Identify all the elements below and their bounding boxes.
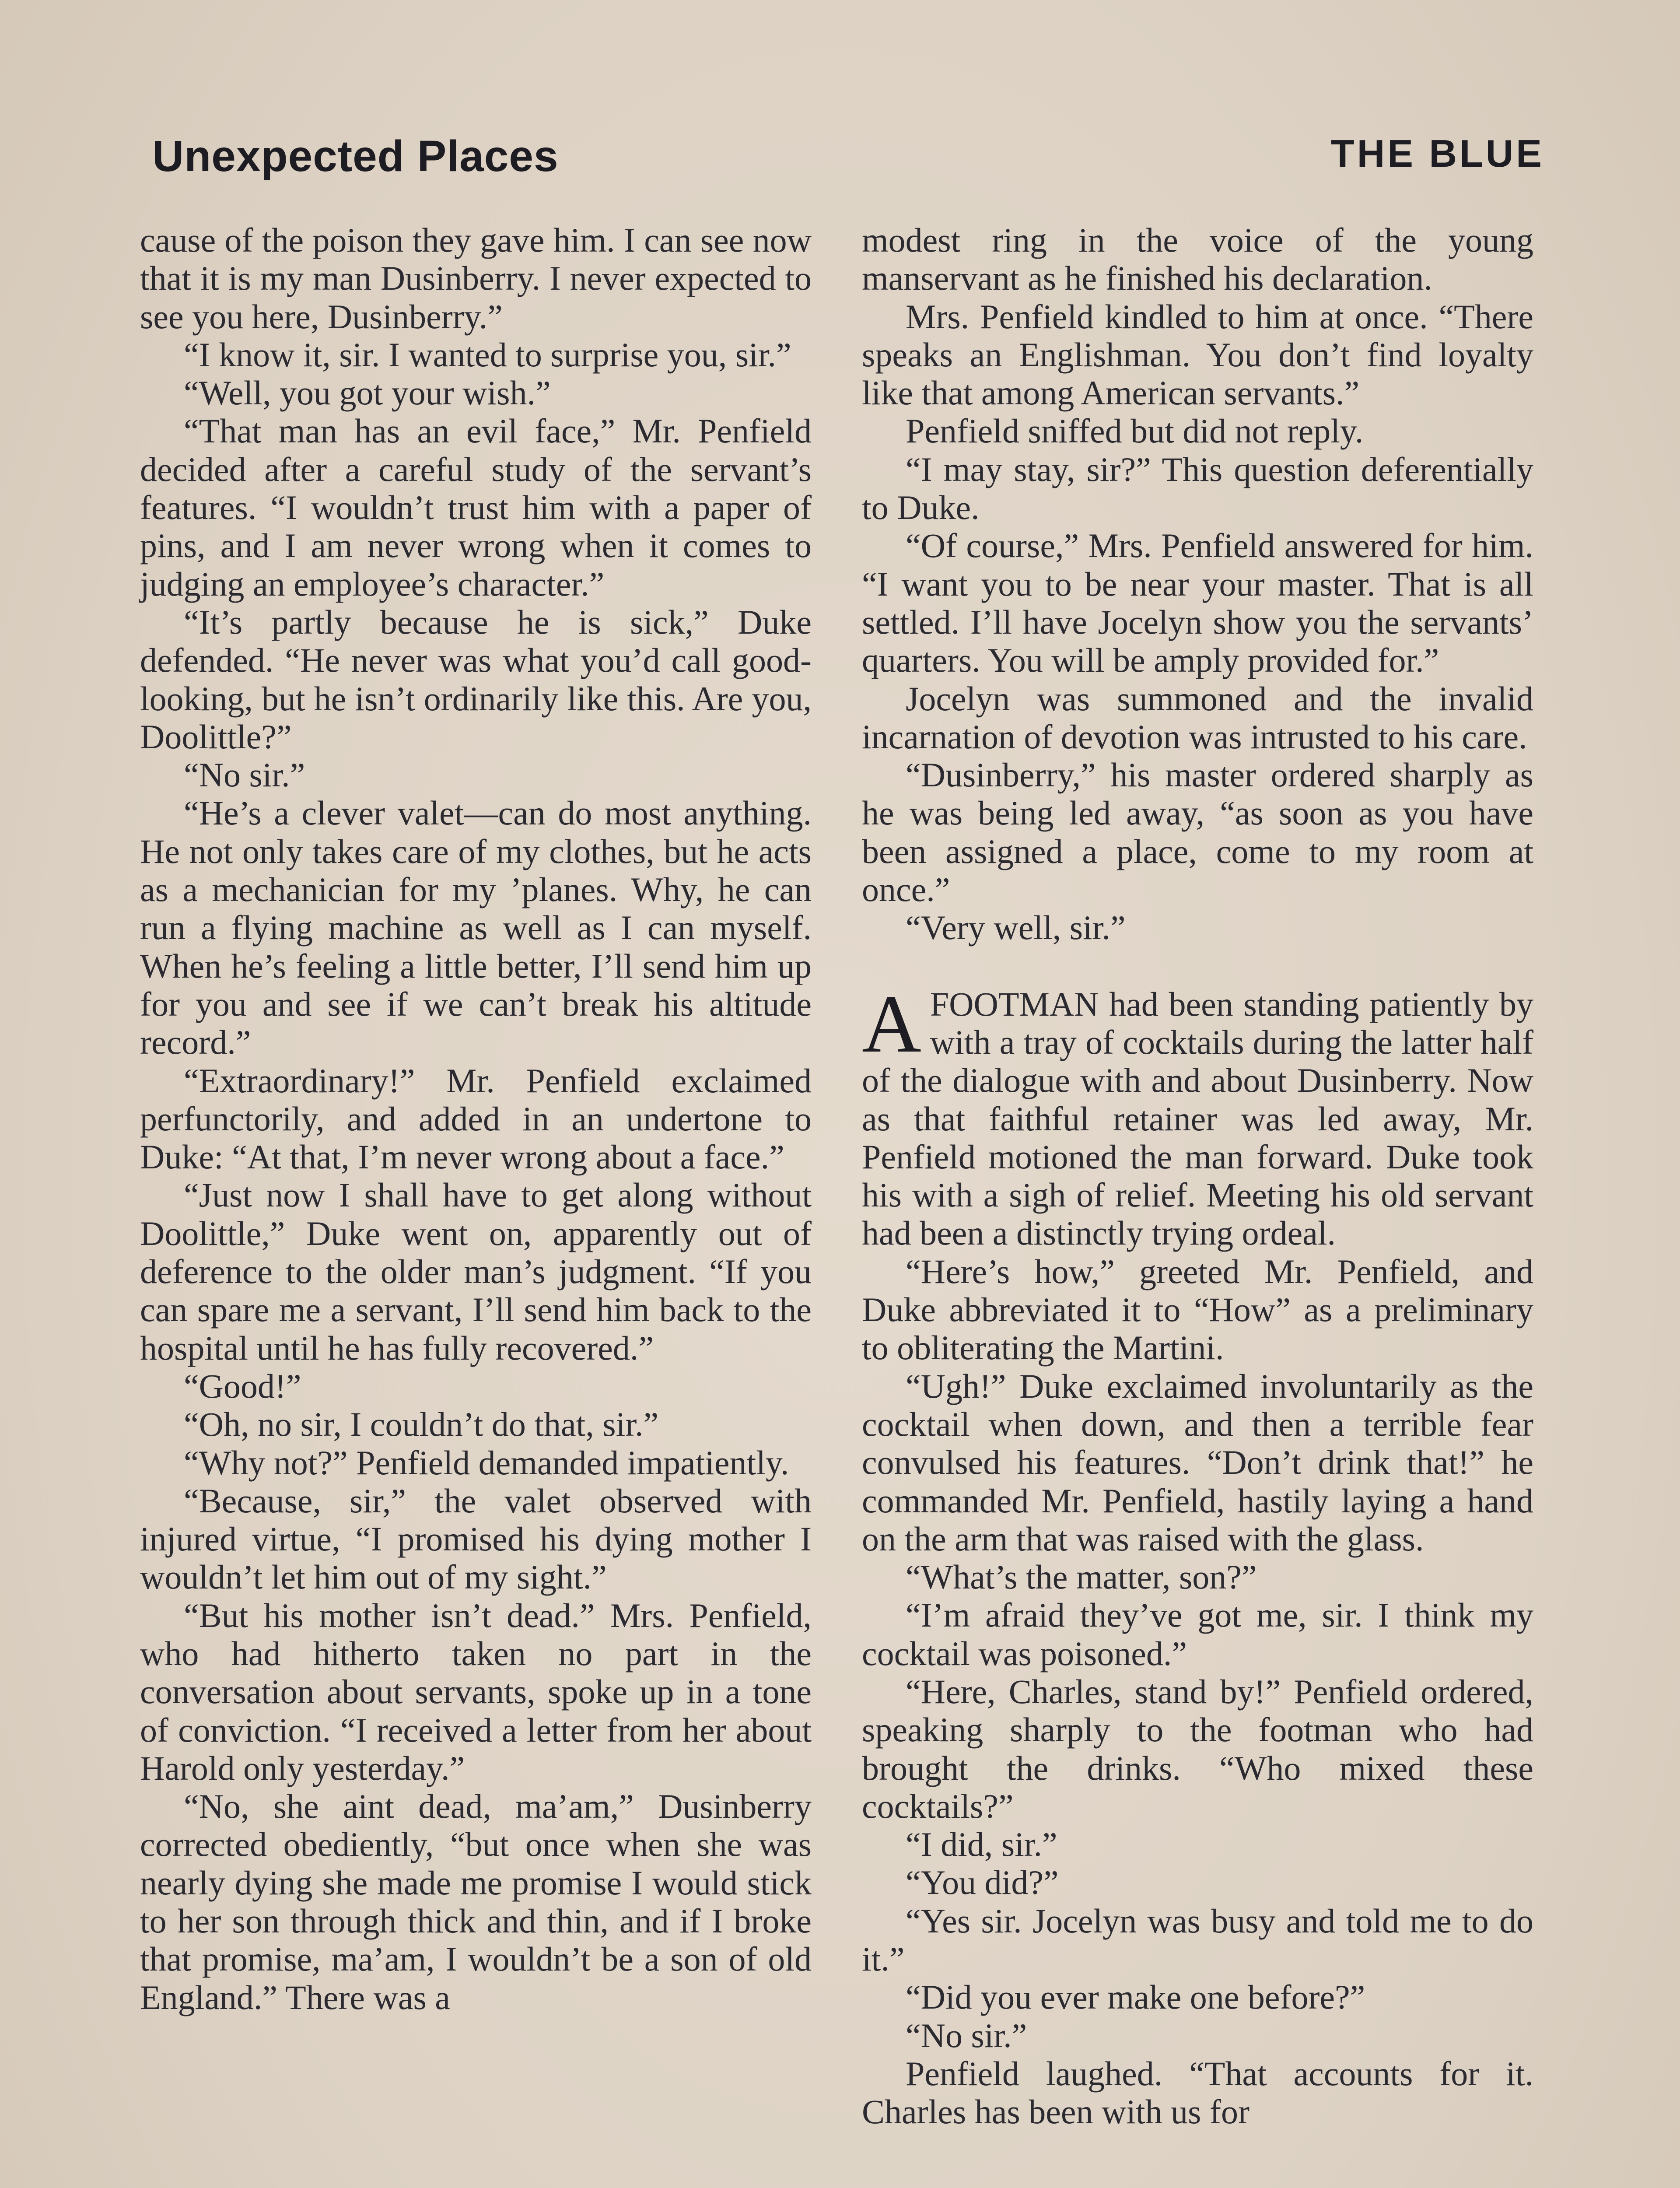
paragraph: “It’s partly because he is sick,” Duke defended. “He never was what you’d call good-looking, but he isn’t ordinarily like this. Are you, Doolittle?” (140, 603, 812, 756)
paragraph: “That man has an evil face,” Mr. Penfield decided after a careful study of the servant’s features. “I wouldn’t trust him with a paper of pins, and I am never wrong when it comes to judging an employee’s character.” (140, 412, 812, 603)
right-text-column (862, 221, 1533, 2188)
section-break (862, 947, 1533, 985)
paragraph: modest ring in the voice of the young manservant as he finished his declaration. (862, 221, 1533, 298)
running-head-title: Unexpected Places (152, 132, 559, 181)
paragraph: “Extraordinary!” Mr. Penfield exclaimed perfunctorily, and added in an undertone to Duke: “At that, I’m never wrong about a face.” (140, 1061, 812, 1176)
paragraph: “Because, sir,” the valet observed with injured virtue, “I promised his dying mother I wouldn’t let him out of my sight.” (140, 1481, 812, 1596)
drop-cap: A (862, 978, 921, 1069)
paragraph: “I may stay, sir?” This question deferentially to Duke. (862, 450, 1533, 527)
paragraph-dropcap (862, 978, 1533, 1252)
paragraph: “What’s the matter, son?” (906, 1558, 1257, 1596)
paragraph: “But his mother isn’t dead.” Mrs. Penfield, who had hitherto taken no part in the conversation about servants, spoke up in a tone of conviction. “I received a letter from her about Harold only yesterday.” (140, 1596, 812, 1787)
paragraph: “I did, sir.” (906, 1825, 1057, 1864)
paragraph: “No, she aint dead, ma’am,” Dusinberry corrected obediently, “but once when she was nearly dying she made me promise I would stick to her son through thick and thin, and if I broke that promise, ma’am, I wouldn’t be a son of old England.” There was a (140, 1787, 812, 2016)
paragraph: “Yes sir. Jocelyn was busy and told me to do it.” (862, 1901, 1533, 1978)
paragraph-text: FOOTMAN had been standing patiently by with a tray of cocktails during the latter half of the dialogue with and about Dusinberry. Now as that faithful retainer was led away, Mr. Penfield motioned the man forward. Duke took his with a sigh of relief. Meeting his old servant had been a distinctly trying ordeal. (862, 985, 1533, 1252)
paragraph: Mrs. Penfield kindled to him at once. “There speaks an Englishman. You don’t find loyalty like that among American servants.” (862, 297, 1533, 412)
paragraph: “He’s a clever valet—can do most anything. He not only takes care of my clothes, but he acts as a mechanician for my ’planes. Why, he can run a flying machine as well as I can myself. When he’s feeling a little better, I’ll send him up for you and see if we can’t break his altitude record.” (140, 794, 812, 1062)
paragraph: “Here’s how,” greeted Mr. Penfield, and Duke abbreviated it to “How” as a preliminary to obliterating the Martini. (862, 1252, 1533, 1367)
paragraph: “Just now I shall have to get along without Doolittle,” Duke went on, apparently out of deference to the older man’s judgment. “If you can spare me a servant, I’ll send him back to the hospital until he has fully recovered.” (140, 1176, 812, 1367)
paragraph: “Of course,” Mrs. Penfield answered for him. “I want you to be near your master. That is all settled. I’ll have Jocelyn show you the servants’ quarters. You will be amply provided for.” (862, 526, 1533, 680)
paragraph: Penfield laughed. “That accounts for it. Charles has been with us for (862, 2054, 1533, 2131)
running-head-magazine: THE BLUE (1331, 132, 1544, 175)
paragraph: cause of the poison they gave him. I can see now that it is my man Dusinberry. I never expected to see you here, Dusinberry.” (140, 221, 812, 336)
paragraph: “Did you ever make one before?” (906, 1978, 1365, 2016)
paragraph: “Here, Charles, stand by!” Penfield ordered, speaking sharply to the footman who had brought the drinks. “Who mixed these cocktails?” (862, 1672, 1533, 1825)
left-text-column (140, 221, 812, 2188)
paragraph: “No sir.” (906, 2016, 1027, 2055)
paragraph: “Well, you got your wish.” (184, 374, 551, 412)
paragraph: “Very well, sir.” (906, 908, 1126, 947)
paragraph: Jocelyn was summoned and the invalid incarnation of devotion was intrusted to his care. (862, 679, 1533, 756)
paragraph: “Oh, no sir, I couldn’t do that, sir.” (184, 1405, 659, 1444)
paragraph: “Good!” (184, 1367, 301, 1405)
paragraph: “Why not?” Penfield demanded impatiently. (184, 1443, 789, 1482)
paragraph: “Dusinberry,” his master ordered sharply as he was being led away, “as soon as you have been assigned a place, come to my room at once.” (862, 756, 1533, 909)
paragraph: “You did?” (906, 1863, 1059, 1902)
paragraph: “I know it, sir. I wanted to surprise you, sir.” (184, 335, 791, 374)
paragraph: Penfield sniffed but did not reply. (906, 412, 1364, 450)
paragraph: “I’m afraid they’ve got me, sir. I think my cocktail was poisoned.” (862, 1596, 1533, 1673)
paragraph: “Ugh!” Duke exclaimed involuntarily as the cocktail when down, and then a terrible fear convulsed his features. “Don’t drink that!” he commanded Mr. Penfield, hastily laying a hand on the arm that was raised with the glass. (862, 1367, 1533, 1558)
paragraph: “No sir.” (184, 756, 305, 794)
